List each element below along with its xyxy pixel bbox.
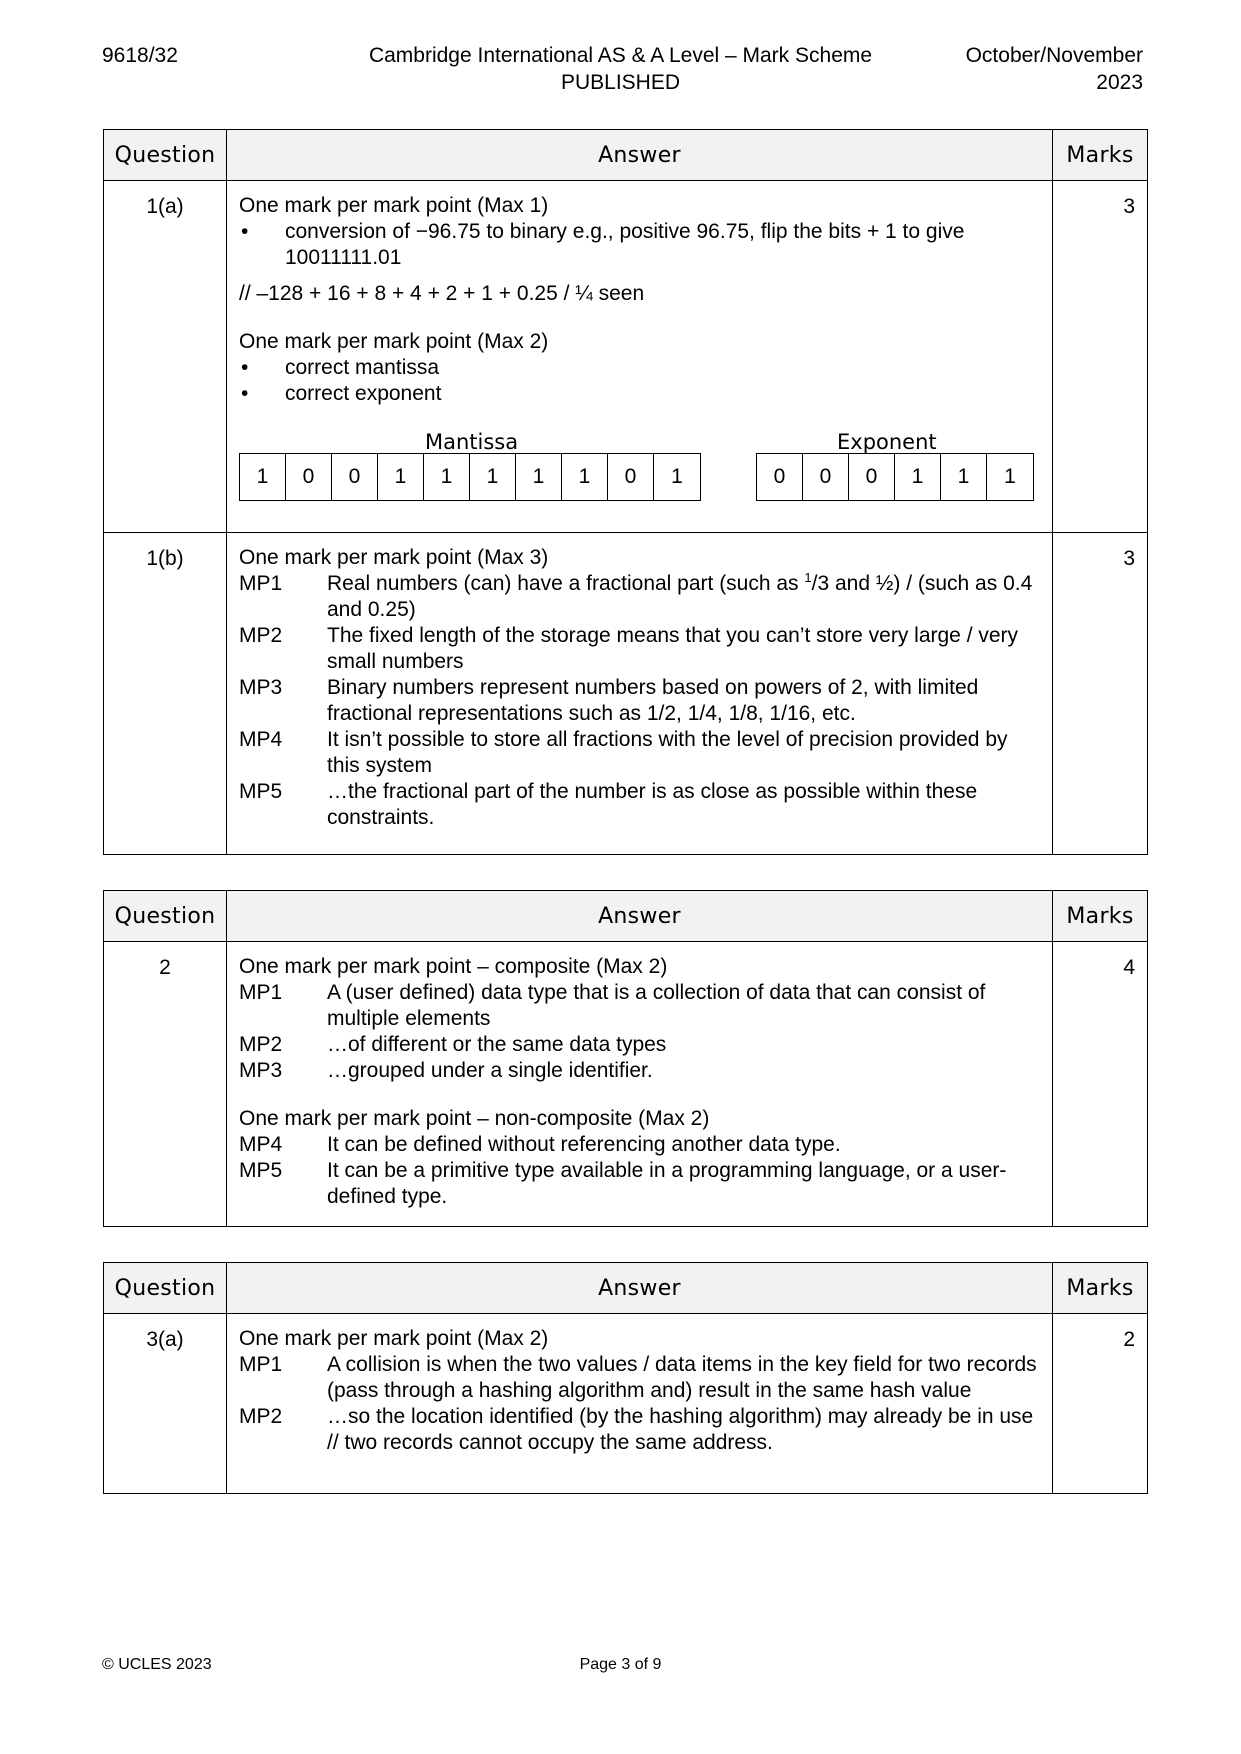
bit-cell: 1 (470, 454, 516, 500)
mark-point-label: MP4 (239, 1133, 283, 1156)
mark-point-text: Real numbers (can) have a fractional part (such as $^1$/3 and ½) / (such as 0.4 and 0.25) (327, 570, 1033, 621)
answer-cell (227, 533, 1053, 855)
answer-intro: One mark per mark point (Max 2) (239, 330, 549, 353)
mark-point (239, 1058, 1042, 1084)
table-header-row (104, 1263, 1148, 1314)
mark-point-text: It can be a primitive type available in a programming language, or a user- defined type. (327, 1159, 1007, 1208)
mark-point-label: MP2 (239, 624, 283, 647)
mark-point-text: The fixed length of the storage means that you can’t store very large / very small numbers (327, 624, 1019, 673)
document-title-line1: Cambridge International AS & A Level – Mark Scheme (368, 44, 873, 67)
bullet-text: correct exponent (285, 382, 442, 405)
document-title-line2: PUBLISHED (560, 71, 681, 94)
answer-intro: One mark per mark point – composite (Max 2) (239, 955, 668, 978)
answer-intro: One mark per mark point (Max 2) (239, 1327, 549, 1350)
bullet-text: correct mantissa (285, 356, 440, 379)
bullet-icon: • (241, 382, 249, 405)
mark-point-label: MP4 (239, 728, 283, 751)
mark-point-label: MP2 (239, 1033, 283, 1056)
mark-point-label: MP1 (239, 981, 283, 1004)
answer-intro: One mark per mark point (Max 3) (239, 546, 549, 569)
mark-point (239, 1352, 1042, 1404)
mark-point (239, 980, 1042, 1032)
answer-cell (227, 181, 1053, 533)
mark-point-label: MP2 (239, 1405, 283, 1428)
column-header-marks: Marks (1053, 1263, 1148, 1314)
mark-point-text: It isn’t possible to store all fractions with the level of precision provided by this system (327, 728, 1008, 777)
bit-cell: 1 (1004, 465, 1016, 488)
column-header-answer: Answer (227, 891, 1053, 942)
mark-scheme-table-q2 (103, 890, 1148, 1227)
marks-value: 4 (1053, 942, 1148, 1227)
exponent-bits (756, 453, 1034, 501)
copyright-notice: © UCLES 2023 (102, 1656, 212, 1673)
table-row-q1b (104, 533, 1148, 855)
column-header-question: Question (104, 891, 227, 942)
bit-cell: 0 (757, 454, 803, 500)
table-header-row (104, 130, 1148, 181)
mark-point-label: MP5 (239, 1159, 283, 1182)
mark-point-text: …the fractional part of the number is as close as possible within these constraints. (327, 780, 978, 829)
bullet-icon: • (241, 356, 249, 379)
table-row-q1a (104, 181, 1148, 533)
mark-scheme-table-q3 (103, 1262, 1148, 1494)
mark-point (239, 571, 1042, 623)
mark-point-text: A collision is when the two values / data items in the key field for two records (pass through a hashing algorithm and) result in the same hash value (327, 1353, 1037, 1402)
marks-value: 3 (1053, 533, 1148, 855)
question-label: 1(a) (104, 181, 227, 533)
column-header-marks: Marks (1053, 130, 1148, 181)
bullet-item (239, 355, 1042, 381)
bit-cell: 1 (895, 454, 941, 500)
bit-cell: 1 (240, 454, 286, 500)
table-row-q2 (104, 942, 1148, 1227)
bit-cell: 1 (671, 465, 683, 488)
mark-point-label: MP1 (239, 1353, 283, 1376)
exam-session-line2: 2023 (1096, 71, 1143, 94)
question-label: 3(a) (104, 1314, 227, 1494)
bit-cell: 0 (608, 454, 654, 500)
column-header-answer: Answer (227, 1263, 1053, 1314)
mark-point (239, 1404, 1042, 1456)
marks-value: 3 (1053, 181, 1148, 533)
mark-point (239, 727, 1042, 779)
exam-session (966, 42, 1143, 96)
bullet-item (239, 381, 1042, 407)
answer-cell (227, 1314, 1053, 1494)
question-label: 1(b) (104, 533, 227, 855)
bit-cell: 1 (378, 454, 424, 500)
bit-cell: 0 (332, 454, 378, 500)
mark-scheme-table-q1 (103, 129, 1148, 855)
question-label: 2 (104, 942, 227, 1227)
exponent-label: Exponent (837, 430, 937, 454)
bullet-icon: • (241, 220, 249, 243)
mark-point-label: MP5 (239, 780, 283, 803)
mark-point (239, 779, 1042, 831)
page-number: Page 3 of 9 (579, 1656, 662, 1673)
bullet-item (239, 219, 1042, 271)
alternative-answer: // –128 + 16 + 8 + 4 + 2 + 1 + 0.25 / ¼ seen (239, 282, 645, 305)
paper-code: 9618/32 (102, 44, 178, 67)
answer-intro: One mark per mark point (Max 1) (239, 194, 549, 217)
column-header-marks: Marks (1053, 891, 1148, 942)
bit-cell: 0 (849, 454, 895, 500)
mark-point-text: It can be defined without referencing another data type. (327, 1133, 841, 1156)
mark-point-text: Binary numbers represent numbers based on powers of 2, with limited fractional representations such as 1/2, 1/4, 1/8, 1/16, etc. (327, 676, 979, 725)
floating-point-diagram (239, 429, 1042, 509)
bit-cell: 1 (516, 454, 562, 500)
bit-cell: 0 (286, 454, 332, 500)
mark-point (239, 1032, 1042, 1058)
answer-intro: One mark per mark point – non-composite (Max 2) (239, 1107, 710, 1130)
mark-point (239, 623, 1042, 675)
marks-value: 2 (1053, 1314, 1148, 1494)
bit-cell: 1 (424, 454, 470, 500)
mark-point (239, 1132, 1042, 1158)
mark-point-text: …grouped under a single identifier. (327, 1059, 653, 1082)
column-header-question: Question (104, 130, 227, 181)
mark-point-text: A (user defined) data type that is a collection of data that can consist of multiple elements (327, 981, 986, 1030)
column-header-question: Question (104, 1263, 227, 1314)
mark-point-text: …so the location identified (by the hashing algorithm) may already be in use // two records cannot occupy the same address. (327, 1405, 1034, 1454)
mark-point-label: MP3 (239, 676, 283, 699)
bullet-text: conversion of −96.75 to binary e.g., positive 96.75, flip the bits + 1 to give 10011111.01 (285, 220, 965, 269)
mark-point-label: MP3 (239, 1059, 283, 1082)
bit-cell: 1 (562, 454, 608, 500)
mark-point (239, 1158, 1042, 1210)
exam-session-line1: October/November (965, 44, 1143, 67)
table-header-row (104, 891, 1148, 942)
mark-point (239, 675, 1042, 727)
table-row-q3a (104, 1314, 1148, 1494)
answer-cell (227, 942, 1053, 1227)
mantissa-bits (239, 453, 701, 501)
bit-cell: 0 (803, 454, 849, 500)
mantissa-label: Mantissa (425, 430, 519, 454)
mark-point-text: …of different or the same data types (327, 1033, 667, 1056)
mark-point-label: MP1 (239, 572, 283, 595)
column-header-answer: Answer (227, 130, 1053, 181)
bit-cell: 1 (941, 454, 987, 500)
